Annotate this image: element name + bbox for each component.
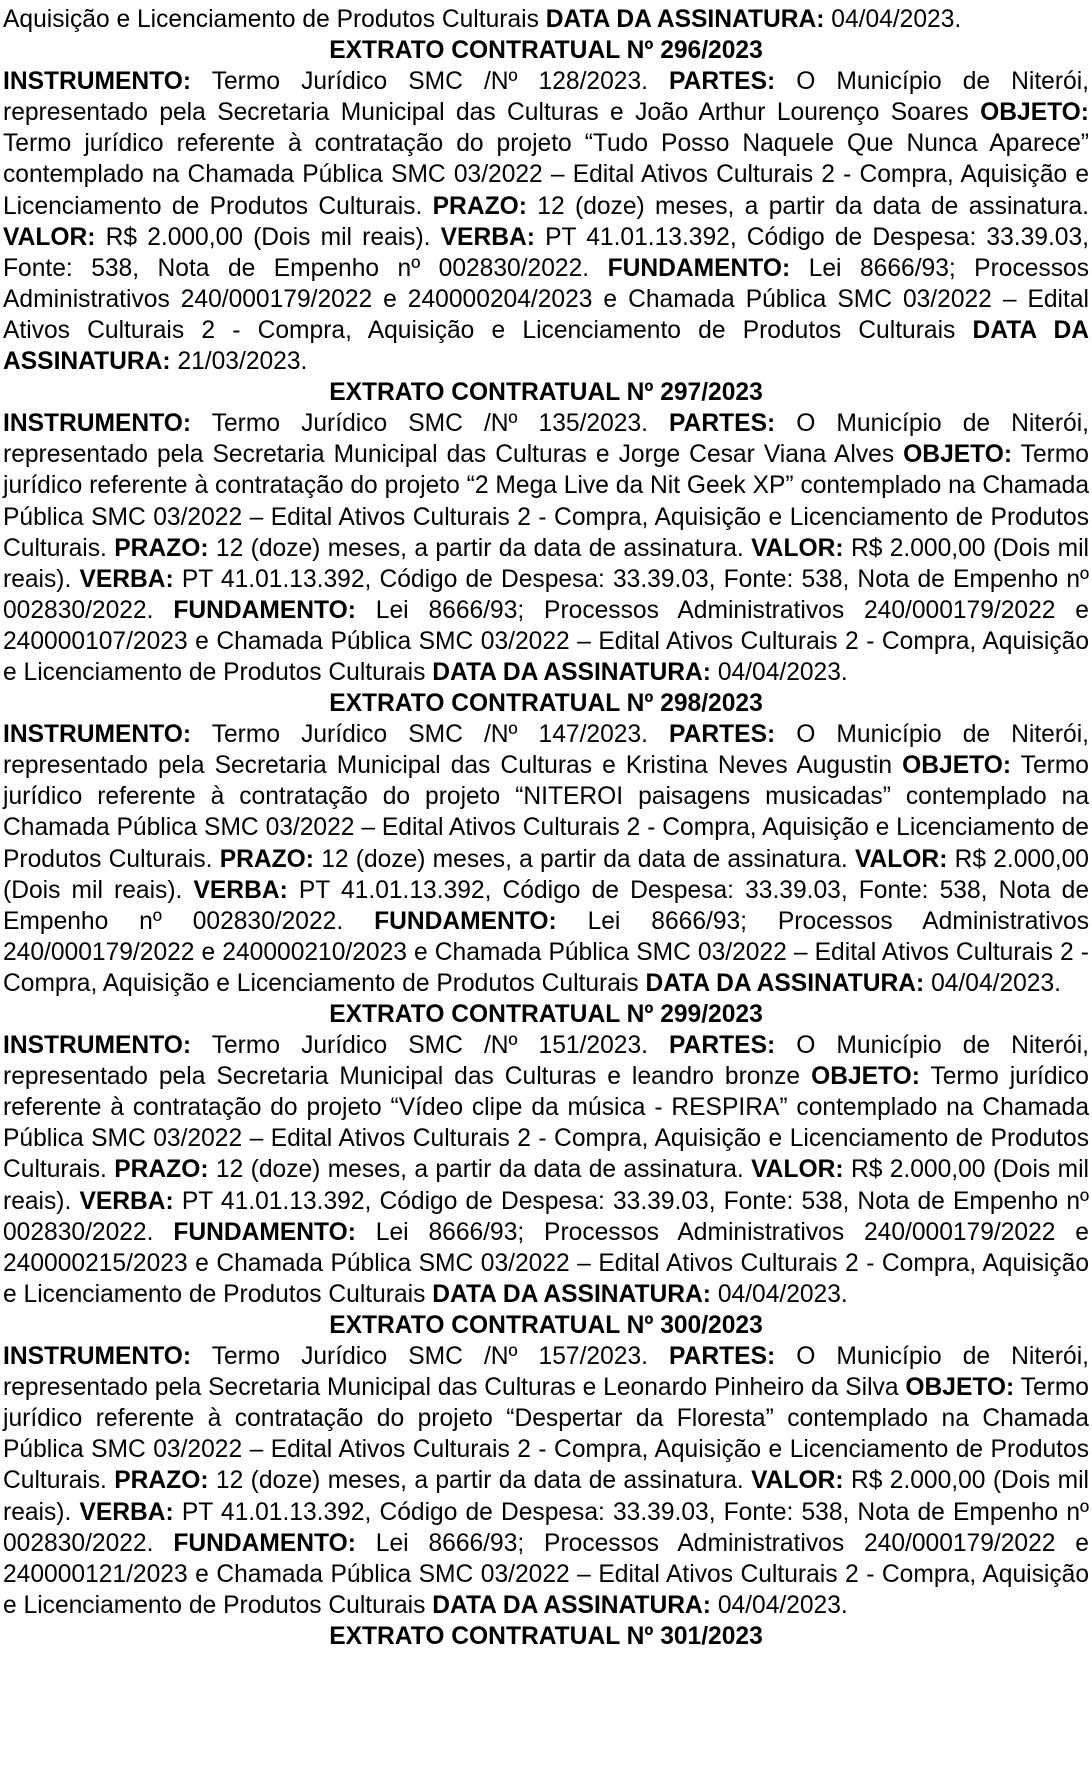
prazo-value: 12 (doze) meses, a partir da data de assinatura. — [537, 192, 1089, 220]
partes-value: O Município de Niterói, representado pela Secretaria Municipal das Culturas e João Arthur Lourenço Soares — [3, 68, 1090, 127]
prazo-value: 12 (doze) meses, a partir da data de assinatura. — [215, 534, 744, 562]
prazo-value: 12 (doze) meses, a partir da data de assinatura. — [321, 845, 848, 873]
fundamento-value: Lei 8666/93; Processos Administrativos 240/000179/2022 e 240000204/2023 e Chamada Pública SMC 03/2022 – Edital Ativos Culturais 2 - Compra, Aquisição e Licenciamento de Produtos Culturais — [3, 254, 1089, 344]
instrumento-value: Termo Jurídico SMC /Nº 157/2023. — [211, 1343, 648, 1371]
fundamento-label: FUNDAMENTO: — [374, 907, 557, 935]
extrato-296 — [3, 35, 1089, 377]
intro-text: Aquisição e Licenciamento de Produtos Culturais — [3, 6, 539, 33]
partes-value: O Município de Niterói, representado pela Secretaria Municipal das Culturas e Kristina Neves Augustin — [3, 721, 1090, 780]
prazo-label: PRAZO: — [114, 1156, 209, 1184]
partes-label: PARTES: — [669, 1343, 776, 1371]
prazo-label: PRAZO: — [114, 534, 209, 562]
partes-value: O Município de Niterói, representado pela Secretaria Municipal das Culturas e Leonardo Pinheiro da Silva — [3, 1343, 1090, 1402]
objeto-value: Termo jurídico referente à contratação do projeto “Tudo Posso Naquele Que Nunca Aparece” contemplado na Chamada Pública SMC 03/2022 – Edital Ativos Culturais 2 - Compra, Aquisição e Licenciamento de Produtos Culturais. — [3, 130, 1089, 220]
partes-label: PARTES: — [669, 68, 776, 96]
fundamento-value: Lei 8666/93; Processos Administrativos 240/000179/2022 e 240000210/2023 e Chamada Pública SMC 03/2022 – Edital Ativos Culturais 2 - Compra, Aquisição e Licenciamento de Produtos Culturais — [3, 907, 1089, 997]
extrato-title: EXTRATO CONTRATUAL Nº 297/2023 — [329, 379, 763, 407]
instrumento-label: INSTRUMENTO: — [3, 1343, 192, 1371]
signature-date: 04/04/2023. — [717, 1591, 848, 1619]
signature-date-label: DATA DA ASSINATURA: — [645, 969, 925, 997]
valor-label: VALOR: — [751, 1467, 844, 1495]
fundamento-label: FUNDAMENTO: — [173, 1529, 356, 1557]
extrato-body — [3, 408, 1089, 688]
fundamento-label: FUNDAMENTO: — [173, 596, 356, 624]
instrumento-value: Termo Jurídico SMC /Nº 128/2023. — [211, 68, 648, 96]
extrato-298 — [3, 688, 1089, 999]
extrato-body — [3, 66, 1089, 377]
verba-label: VERBA: — [79, 1187, 174, 1215]
objeto-label: OBJETO: — [905, 1374, 1015, 1402]
extrato-title: EXTRATO CONTRATUAL Nº 298/2023 — [329, 690, 763, 718]
signature-date: 04/04/2023. — [831, 6, 962, 33]
valor-value: R$ 2.000,00 (Dois mil reais). — [105, 223, 431, 251]
extrato-body — [3, 719, 1089, 999]
valor-label: VALOR: — [854, 845, 948, 873]
objeto-value: Termo jurídico referente à contratação do projeto “Vídeo clipe da música - RESPIRA” contemplado na Chamada Pública SMC 03/2022 – Edital Ativos Culturais 2 - Compra, Aquisição e Licenciamento de Produtos Culturais. — [3, 1063, 1089, 1184]
valor-label: VALOR: — [751, 534, 844, 562]
valor-label: VALOR: — [751, 1156, 844, 1184]
objeto-label: OBJETO: — [903, 441, 1013, 469]
extrato-body — [3, 1341, 1089, 1621]
extrato-body — [3, 1030, 1089, 1310]
partes-label: PARTES: — [669, 721, 776, 749]
signature-date-label: DATA DA ASSINATURA: — [432, 1280, 711, 1308]
objeto-label: OBJETO: — [902, 752, 1012, 780]
valor-value: R$ 2.000,00 (Dois mil reais). — [3, 1467, 1089, 1526]
objeto-label: OBJETO: — [980, 99, 1089, 127]
fundamento-value: Lei 8666/93; Processos Administrativos 240/000179/2022 e 240000107/2023 e Chamada Pública SMC 03/2022 – Edital Ativos Culturais 2 - Compra, Aquisição e Licenciamento de Produtos Culturais — [3, 596, 1089, 686]
signature-date-label: DATA DA ASSINATURA: — [3, 316, 1089, 376]
instrumento-value: Termo Jurídico SMC /Nº 147/2023. — [211, 721, 648, 749]
intro-line — [3, 4, 1089, 35]
prazo-value: 12 (doze) meses, a partir da data de assinatura. — [215, 1156, 744, 1184]
signature-date: 04/04/2023. — [717, 658, 848, 686]
signature-date-label: DATA DA ASSINATURA: — [545, 6, 825, 33]
valor-value: R$ 2.000,00 (Dois mil reais). — [3, 845, 1089, 904]
document-page — [3, 4, 1089, 1652]
extrato-title: EXTRATO CONTRATUAL Nº 300/2023 — [329, 1311, 763, 1339]
fundamento-value: Lei 8666/93; Processos Administrativos 240/000179/2022 e 240000215/2023 e Chamada Pública SMC 03/2022 – Edital Ativos Culturais 2 - Compra, Aquisição e Licenciamento de Produtos Culturais — [3, 1218, 1089, 1308]
partes-value: O Município de Niterói, representado pela Secretaria Municipal das Culturas e leandro bronze — [3, 1032, 1090, 1091]
extrato-title: EXTRATO CONTRATUAL Nº 299/2023 — [329, 1001, 763, 1028]
verba-value: PT 41.01.13.392, Código de Despesa: 33.39.03, Fonte: 538, Nota de Empenho nº 002830/2022. — [3, 876, 1089, 935]
valor-value: R$ 2.000,00 (Dois mil reais). — [3, 1156, 1089, 1215]
extrato-299 — [3, 999, 1089, 1310]
verba-value: PT 41.01.13.392, Código de Despesa: 33.39.03, Fonte: 538, Nota de Empenho nº 002830/2022. — [3, 565, 1089, 624]
signature-date-label: DATA DA ASSINATURA: — [432, 658, 711, 686]
objeto-value: Termo jurídico referente à contratação do projeto “2 Mega Live da Nit Geek XP” contemplado na Chamada Pública SMC 03/2022 – Edital Ativos Culturais 2 - Compra, Aquisição e Licenciamento de Produtos Culturais. — [3, 441, 1089, 562]
verba-value: PT 41.01.13.392, Código de Despesa: 33.39.03, Fonte: 538, Nota de Empenho nº 002830/2022. — [3, 1498, 1089, 1557]
partes-label: PARTES: — [669, 410, 776, 438]
partes-label: PARTES: — [669, 1032, 776, 1060]
instrumento-label: INSTRUMENTO: — [3, 1032, 192, 1060]
extrato-300 — [3, 1310, 1089, 1621]
valor-label: VALOR: — [3, 223, 96, 251]
instrumento-value: Termo Jurídico SMC /Nº 151/2023. — [211, 1032, 648, 1060]
prazo-value: 12 (doze) meses, a partir da data de assinatura. — [215, 1467, 744, 1495]
verba-value: PT 41.01.13.392, Código de Despesa: 33.39.03, Fonte: 538, Nota de Empenho nº 002830/2022. — [3, 1187, 1089, 1246]
verba-label: VERBA: — [193, 876, 288, 904]
extrato-301-title: EXTRATO CONTRATUAL Nº 301/2023 — [329, 1622, 763, 1650]
instrumento-label: INSTRUMENTO: — [3, 68, 192, 96]
prazo-label: PRAZO: — [432, 192, 527, 220]
instrumento-value: Termo Jurídico SMC /Nº 135/2023. — [211, 410, 648, 438]
signature-date: 21/03/2023. — [177, 348, 308, 376]
extrato-title: EXTRATO CONTRATUAL Nº 296/2023 — [329, 37, 763, 65]
prazo-label: PRAZO: — [219, 845, 314, 873]
prazo-label: PRAZO: — [114, 1467, 209, 1495]
valor-value: R$ 2.000,00 (Dois mil reais). — [3, 534, 1089, 593]
objeto-label: OBJETO: — [811, 1063, 920, 1091]
signature-date: 04/04/2023. — [931, 969, 1061, 997]
partes-value: O Município de Niterói, representado pela Secretaria Municipal das Culturas e Jorge Cesar Viana Alves — [3, 410, 1090, 469]
signature-date-label: DATA DA ASSINATURA: — [432, 1591, 711, 1619]
verba-label: VERBA: — [440, 223, 535, 251]
verba-label: VERBA: — [79, 565, 174, 593]
fundamento-label: FUNDAMENTO: — [607, 254, 791, 282]
objeto-value: Termo jurídico referente à contratação do projeto “NITEROI paisagens musicadas” contemplado na Chamada Pública SMC 03/2022 – Edital Ativos Culturais 2 - Compra, Aquisição e Licenciamento de Produtos Culturais. — [3, 752, 1089, 873]
extrato-297 — [3, 377, 1089, 688]
instrumento-label: INSTRUMENTO: — [3, 410, 192, 438]
objeto-value: Termo jurídico referente à contratação do projeto “Despertar da Floresta” contemplado na Chamada Pública SMC 03/2022 – Edital Ativos Culturais 2 - Compra, Aquisição e Licenciamento de Produtos Culturais. — [3, 1374, 1089, 1495]
signature-date: 04/04/2023. — [717, 1280, 848, 1308]
fundamento-label: FUNDAMENTO: — [173, 1218, 356, 1246]
instrumento-label: INSTRUMENTO: — [3, 721, 192, 749]
verba-value: PT 41.01.13.392, Código de Despesa: 33.39.03, Fonte: 538, Nota de Empenho nº 002830/2022. — [3, 223, 1089, 282]
verba-label: VERBA: — [79, 1498, 174, 1526]
fundamento-value: Lei 8666/93; Processos Administrativos 240/000179/2022 e 240000121/2023 e Chamada Pública SMC 03/2022 – Edital Ativos Culturais 2 - Compra, Aquisição e Licenciamento de Produtos Culturais — [3, 1529, 1089, 1619]
